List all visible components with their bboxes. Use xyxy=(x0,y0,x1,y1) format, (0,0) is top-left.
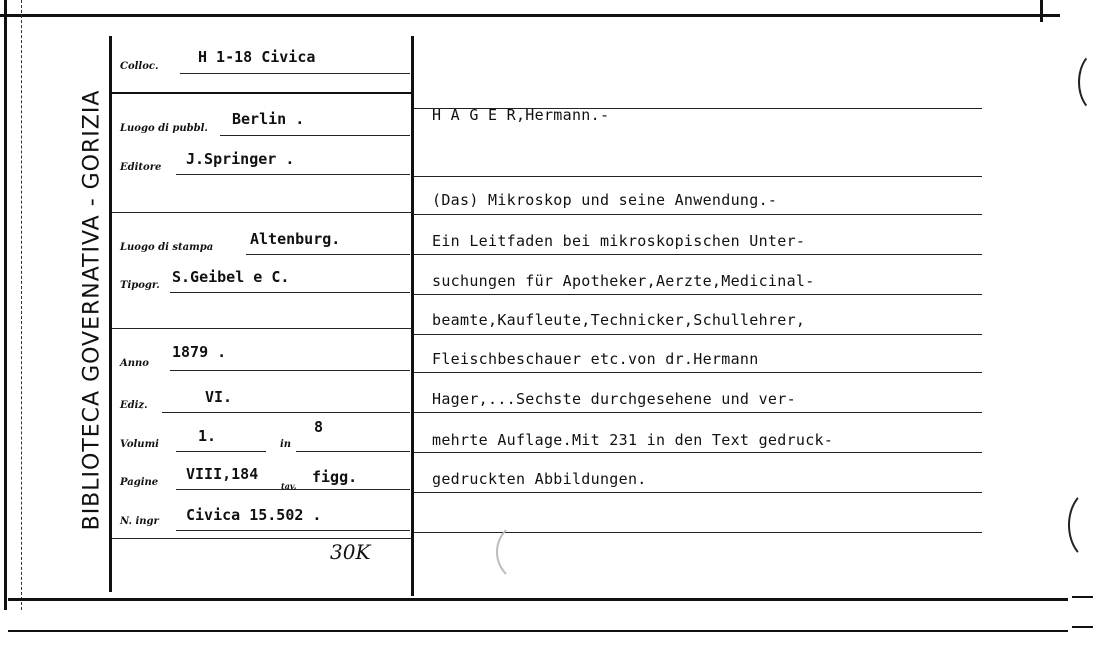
left-column-rule xyxy=(109,36,112,592)
text-rule xyxy=(414,452,982,453)
card-bottom-border-2 xyxy=(8,630,1068,632)
card-right-mark-1 xyxy=(1072,596,1093,598)
description-line: (Das) Mikroskop und seine Anwendung.- xyxy=(432,191,778,209)
value-underline xyxy=(162,412,410,413)
text-rule xyxy=(414,372,982,373)
left-rule xyxy=(112,212,412,213)
value-editore: J.Springer . xyxy=(186,150,295,168)
description-line: mehrte Auflage.Mit 231 in den Text gedruck- xyxy=(432,431,834,449)
label-in: in xyxy=(280,439,292,450)
text-rule xyxy=(414,214,982,215)
label-collocazione: Colloc. xyxy=(120,61,159,72)
text-rule xyxy=(414,294,982,295)
value-underline xyxy=(176,530,410,531)
label-numero-ingresso: N. ingr xyxy=(120,516,159,527)
value-underline xyxy=(170,292,410,293)
card-right-mark-2 xyxy=(1072,626,1093,628)
text-rule xyxy=(414,412,982,413)
value-tipografia: S.Geibel e C. xyxy=(172,268,290,286)
punch-hole-arc xyxy=(1078,50,1093,114)
left-rule xyxy=(112,328,412,329)
handwritten-note: 30K xyxy=(330,540,371,564)
value-collocazione: H 1-18 Civica xyxy=(198,48,316,66)
side-title: BIBLIOTECA GOVERNATIVA - GORIZIA xyxy=(79,89,105,531)
author-line: H A G E R,Hermann.- xyxy=(432,106,610,124)
label-pagine: Pagine xyxy=(120,477,159,488)
left-rule xyxy=(112,538,412,539)
label-luogo-pubbl: Luogo di pubbl. xyxy=(120,123,208,134)
text-rule xyxy=(414,334,982,335)
description-line: beamte,Kaufleute,Technicker,Schullehrer, xyxy=(432,311,806,329)
description-line: gedruckten Abbildungen. xyxy=(432,470,647,488)
text-rule xyxy=(414,176,982,177)
label-volumi: Volumi xyxy=(120,439,159,450)
value-underline xyxy=(246,254,410,255)
description-line: Hager,...Sechste durchgesehene und ver- xyxy=(432,390,796,408)
label-tavole: tav. xyxy=(281,481,297,491)
label-editore: Editore xyxy=(120,162,162,173)
value-underline xyxy=(170,370,410,371)
value-in: 8 xyxy=(314,418,324,436)
value-pagine: VIII,184 xyxy=(186,465,259,483)
value-edizione: VI. xyxy=(205,388,233,406)
value-numero-ingresso: Civica 15.502 . xyxy=(186,506,322,524)
label-edizione: Ediz. xyxy=(120,400,148,411)
value-volumi: 1. xyxy=(198,427,217,445)
text-rule xyxy=(414,532,982,533)
card-left-edge xyxy=(4,0,22,610)
description-line: suchungen für Apotheker,Aerzte,Medicinal- xyxy=(432,272,815,290)
label-anno: Anno xyxy=(120,358,149,369)
label-tipografia: Tipogr. xyxy=(120,280,160,291)
value-underline xyxy=(180,73,410,74)
value-underline xyxy=(176,451,266,452)
text-rule xyxy=(414,254,982,255)
description-line: Fleischbeschauer etc.von dr.Hermann xyxy=(432,350,759,368)
label-luogo-stampa: Luogo di stampa xyxy=(120,242,214,253)
middle-column-rule xyxy=(411,36,414,596)
description-line: Ein Leitfaden bei mikroskopischen Unter- xyxy=(432,232,806,250)
card-top-notch xyxy=(1040,0,1043,22)
card-top-border xyxy=(0,0,1060,17)
value-anno: 1879 . xyxy=(172,343,227,361)
card-bottom-border xyxy=(8,598,1068,601)
value-luogo-stampa: Altenburg. xyxy=(250,230,341,248)
text-rule xyxy=(414,492,982,493)
value-luogo-pubbl: Berlin . xyxy=(232,110,305,128)
value-underline xyxy=(220,135,410,136)
punch-hole-arc xyxy=(1068,488,1093,562)
value-underline xyxy=(296,451,410,452)
value-tavole: figg. xyxy=(312,468,358,486)
left-rule xyxy=(112,92,412,94)
faint-arc xyxy=(496,520,560,584)
value-underline xyxy=(176,174,410,175)
